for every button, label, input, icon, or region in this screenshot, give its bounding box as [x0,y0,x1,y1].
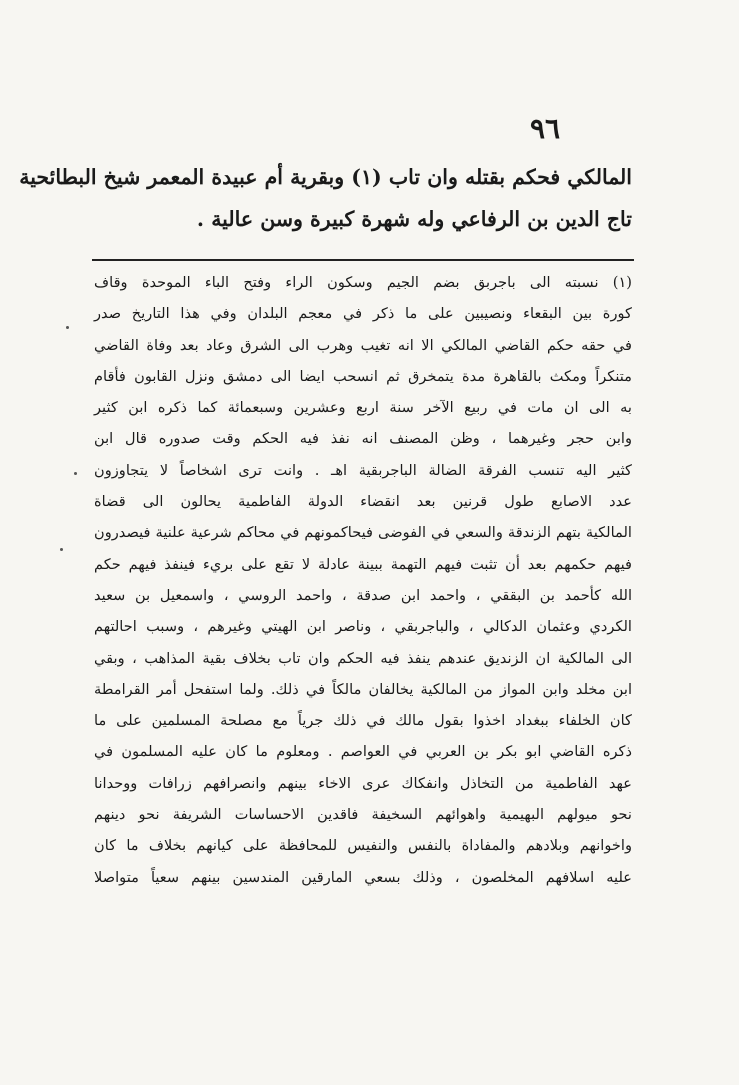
scan-speck [74,472,77,475]
footnote-line: متنكراً ومكث بالقاهرة مدة يتمخرق ثم انسحب ايضا الى دمشق ونزل القابون فأقام [94,367,632,385]
footnote-line: (١) نسبته الى باجربق بضم الجيم وسكون الراء وفتح الباء الموحدة وقاف [94,274,632,291]
footnote-line: فيهم حكمهم بعد أن تثبت فيهم التهمة ببينة عادلة لا تقع على بريء فينفذ فيهم حكم [94,555,632,573]
main-text-line: المالكي فحكم بقتله وان تاب (١) وبقرية أم عبيدة المعمر شيخ البطائحية [19,165,632,189]
footnote-line: الى المالكية ان الزنديق عندهم ينفذ فيه الحكم وان تاب بخلاف بقية المذاهب ، وبقي [94,649,632,667]
scan-speck [60,548,63,551]
scan-speck [66,326,69,329]
footnote-line: ذكره القاضي ابو بكر بن العربي في العواصم . ومعلوم ما كان عليه المسلمون في [94,743,632,761]
main-text-line: تاج الدين بن الرفاعي وله شهرة كبيرة وسن عالية . [196,207,632,231]
footnote-line: وابن حجر وغيرهما ، وظن المصنف انه نفذ فيه الحكم وقت صدوره قال ابن [94,430,632,448]
footnote-line: المالكية بتهم الزندقة والسعي في الفوضى فيحاكمونهم في محاكم شرعية علنية فيصدرون [94,524,632,542]
footnote-line: كورة بين البقعاء ونصيبين على ما ذكر في معجم البلدان وفي هذا التاريخ صدر [94,305,632,323]
footnote-line: كان الخلفاء ببغداد اخذوا بقول مالك في ذلك جرياً مع مصلحة المسلمين على ما [94,712,632,730]
footnote-line: كثير اليه تنسب الفرقة الضالة الباجربقية اهـ . وانت ترى اشخاصاً لا يتجاوزون [94,461,632,479]
footnote-divider [92,259,634,261]
footnote-line: عدد الاصابع طول قرنين بعد انقضاء الدولة الفاطمية يحالون الى قضاة [94,493,632,511]
main-text [19,156,632,240]
footnote [94,267,632,893]
footnote-line: عليه اسلافهم المخلصون ، وذلك بسعي المارقين المندسين بينهم سعياً متواصلا [94,868,632,886]
footnote-line: عهد الفاطمية من التخاذل وانفكاك عرى الاخاء بينهم وانصرافهم زرافات ووحدانا [94,774,632,792]
footnote-line: به الى ان مات في ربيع الآخر سنة اربع وعشرين وسبعمائة كما ذكره ابن كثير [94,399,632,417]
footnote-line: الكردي وعثمان الدكالي ، والباجربقي ، وناصر ابن الهيتي وغيرهم ، وسبب احالتهم [94,618,632,636]
footnote-line: في حقه حكم القاضي المالكي الا انه تغيب وهرب الى الشرق وعاد بعد وفاة القاضي [94,336,632,354]
footnote-line: واخوانهم وبلادهم والمفاداة بالنفس والنفيس للمحافظة على كيانهم بخلاف ما كان [94,837,632,855]
footnote-line: ابن مخلد وابن المواز من المالكية يخالفان مالكاً في ذلك. ولما استفحل أمر القرامطة [94,680,632,698]
footnote-line: الله كأحمد بن البققي ، واحمد ابن صدقة ، واحمد الروسي ، واسمعيل بن سعيد [94,586,632,604]
page-number: ٩٦ [529,112,561,145]
footnote-line: نحو ميولهم البهيمية واهوائهم السخيفة فاقدين الاحساسات الشريفة نحو دينهم [94,806,632,824]
